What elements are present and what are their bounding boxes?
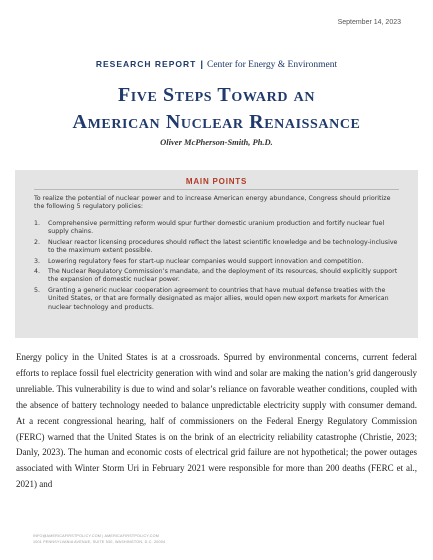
main-point-text: Nuclear reactor licensing procedures should reflect the latest scientific knowledge and be technology-inclusive to the maximum extent possible.: [48, 238, 398, 255]
report-type-label: RESEARCH REPORT: [95, 59, 197, 69]
main-point-number: 2.: [34, 238, 41, 246]
main-point-item: [34, 239, 400, 256]
main-point-item: [34, 258, 400, 266]
main-point-text: Lowering regulatory fees for start-up nuclear companies would support innovation and competition.: [48, 257, 364, 265]
main-point-number: 1.: [34, 220, 41, 227]
author-name: Oliver McPherson-Smith, Ph.D.: [160, 137, 273, 147]
main-point-number: 5.: [34, 286, 41, 294]
main-point-item: [34, 268, 400, 285]
main-points-heading: MAIN POINTS: [185, 177, 248, 186]
main-point-number: 3.: [34, 257, 41, 265]
report-title: [0, 82, 433, 136]
main-points-intro: To realize the potential of nuclear power and to increase American energy abundance, Congress should prioritize the following 5 regulatory policies:: [34, 195, 391, 211]
main-point-number: 4.: [34, 268, 41, 276]
main-points-divider: [34, 189, 399, 190]
main-point-text: Comprehensive permitting reform would spur further domestic uranium production and fortify nuclear fuel supply chains.: [48, 220, 385, 236]
report-date: September 14, 2023: [337, 19, 401, 26]
center-name: Center for Energy & Environment: [207, 60, 338, 70]
main-point-text: The Nuclear Regulatory Commission’s mandate, and the deployment of its resources, should explicitly support the expansion of domestic nuclear power.: [48, 268, 398, 284]
main-points-list: [34, 220, 400, 314]
footer-address: 1001 PENNSYLVANIA AVENUE, SUITE 530, WASHINGTON, D.C. 20004: [33, 540, 166, 544]
main-point-item: [34, 220, 400, 237]
main-point-text: Granting a generic nuclear cooperation agreement to countries that have mutual defense treaties with the United States, or that are formally designated as major allies, would open new export markets for American nuclear technology and products.: [48, 286, 389, 311]
footer-contact: INFO@AMERICAFIRSTPOLICY.COM | AMERICAFIRSTPOLICY.COM: [33, 534, 160, 538]
page-footer: [33, 533, 165, 545]
kicker-separator: |: [200, 59, 203, 70]
report-kicker: [0, 59, 433, 70]
main-point-item: [34, 287, 400, 312]
title-line-1: Five Steps Toward an: [117, 84, 316, 106]
title-line-2: American Nuclear Renaissance: [72, 111, 361, 133]
body-paragraph: Energy policy in the United States is at a crossroads. Spurred by environmental concerns, current federal efforts to replace fossil fuel electricity generation with wind and solar are making the nation’s grid dangerously unreliable. This vulnerability is due to wind and solar’s reliance on favorable weather conditions, coupled with the absence of battery technology needed to balance unpredictable electricity supply with consumer demand. At a recent congressional hearing, half of commissioners on the Federal Energy Regulatory Commission (FERC) warned that the United States is on the brink of an electricity reliability catastrophe (Christie, 2023; Danly, 2023). The human and economic costs of electrical grid failure are not hypothetical; the power outages associated with Winter Storm Uri in February 2021 were responsible for more than 200 deaths (FERC et al., 2021) and: [16, 352, 417, 490]
